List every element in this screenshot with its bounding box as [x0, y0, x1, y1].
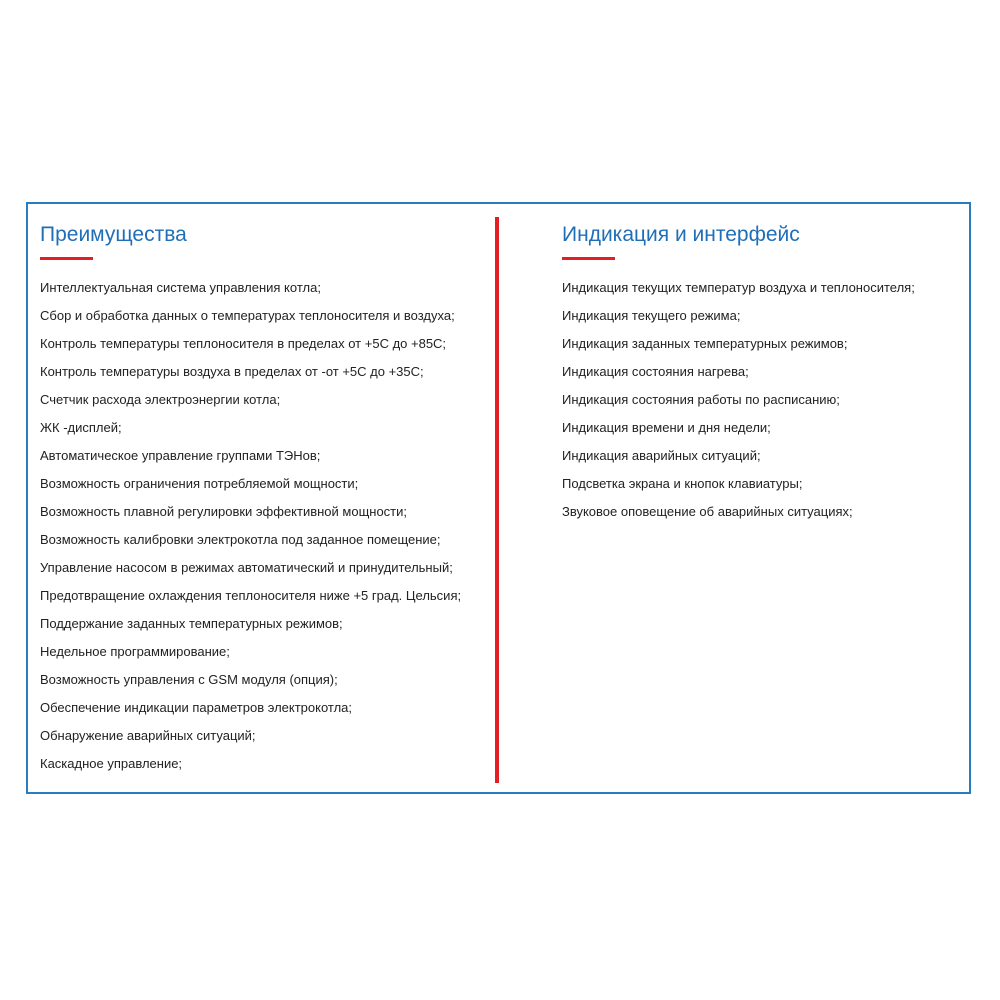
- indication-section: [562, 220, 962, 526]
- list-item: Возможность калибровки электрокотла под заданное помещение;: [40, 532, 441, 547]
- list-item: Возможность ограничения потребляемой мощности;: [40, 476, 359, 491]
- list-item: Индикация аварийных ситуаций;: [562, 448, 761, 463]
- list-item: Счетчик расхода электроэнергии котла;: [40, 392, 281, 407]
- advantages-list: [40, 274, 480, 778]
- indication-list: [562, 274, 962, 526]
- list-item: Недельное программирование;: [40, 644, 230, 659]
- list-item: Предотвращение охлаждения теплоносителя ниже +5 град. Цельсия;: [40, 588, 462, 603]
- list-item: Индикация текущего режима;: [562, 308, 741, 323]
- list-item: Автоматическое управление группами ТЭНов;: [40, 448, 321, 463]
- list-item: Возможность плавной регулировки эффективной мощности;: [40, 504, 408, 519]
- list-item: Подсветка экрана и кнопок клавиатуры;: [562, 476, 803, 491]
- list-item: Обнаружение аварийных ситуаций;: [40, 728, 256, 743]
- column-divider: [495, 217, 499, 783]
- list-item: Контроль температуры теплоносителя в пределах от +5С до +85С;: [40, 336, 447, 351]
- list-item: Возможность управления с GSM модуля (опция);: [40, 672, 338, 687]
- list-item: ЖК -дисплей;: [40, 420, 122, 435]
- advantages-section: [40, 220, 480, 778]
- list-item: Индикация состояния работы по расписанию;: [562, 392, 840, 407]
- list-item: Сбор и обработка данных о температурах теплоносителя и воздуха;: [40, 308, 455, 323]
- list-item: Поддержание заданных температурных режимов;: [40, 616, 343, 631]
- list-item: Управление насосом в режимах автоматический и принудительный;: [40, 560, 453, 575]
- list-item: Интеллектуальная система управления котла;: [40, 280, 321, 295]
- indication-heading: Индикация и интерфейс: [562, 223, 800, 246]
- list-item: Обеспечение индикации параметров электрокотла;: [40, 700, 353, 715]
- features-panel: [26, 202, 971, 794]
- list-item: Индикация текущих температур воздуха и теплоносителя;: [562, 280, 915, 295]
- list-item: Контроль температуры воздуха в пределах от -от +5С до +35С;: [40, 364, 424, 379]
- advantages-heading: Преимущества: [40, 223, 187, 246]
- list-item: Звуковое оповещение об аварийных ситуациях;: [562, 504, 853, 519]
- indication-heading-underline: [562, 257, 615, 260]
- list-item: Индикация состояния нагрева;: [562, 364, 749, 379]
- list-item: Каскадное управление;: [40, 756, 183, 771]
- advantages-heading-underline: [40, 257, 93, 260]
- list-item: Индикация времени и дня недели;: [562, 420, 771, 435]
- list-item: Индикация заданных температурных режимов;: [562, 336, 848, 351]
